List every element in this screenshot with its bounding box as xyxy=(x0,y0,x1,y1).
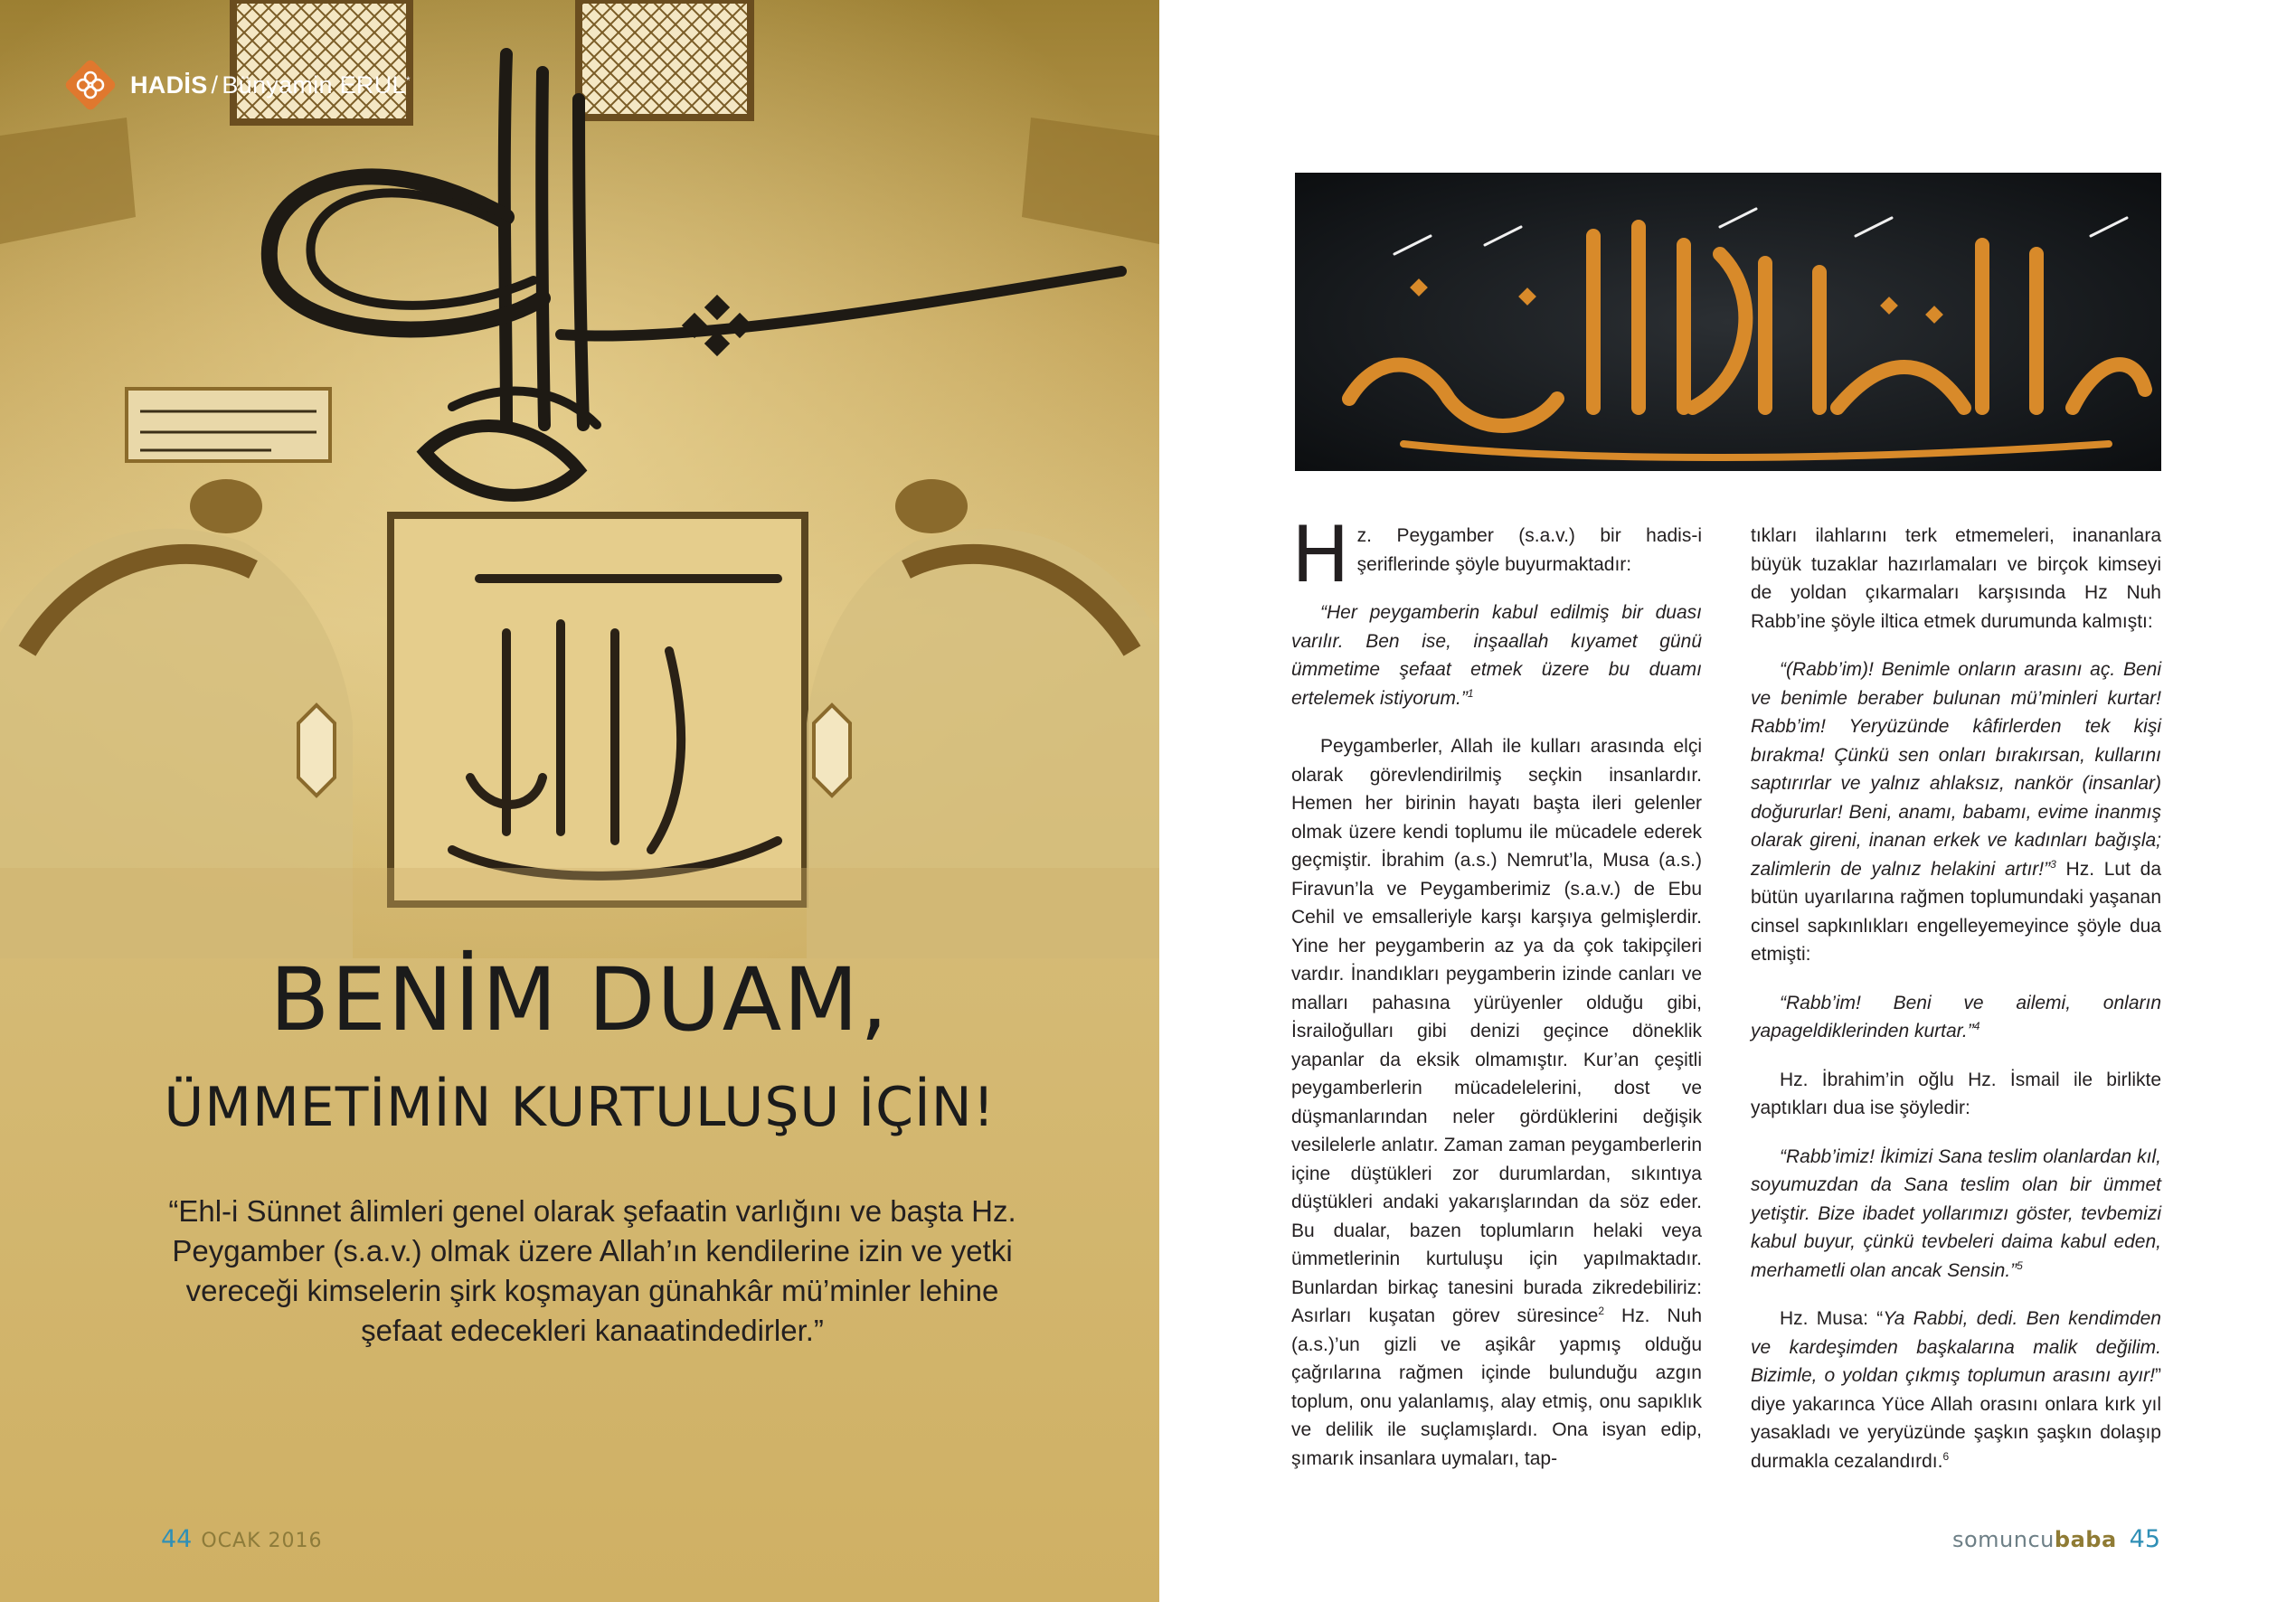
calligraphy-banner-art xyxy=(1295,173,2161,471)
issue-date: OCAK 2016 xyxy=(201,1530,323,1552)
paragraph-ibrahim: Hz. İbrahim’in oğlu Hz. İsmail ile birlikte yaptıkları dua ise şöyledir: xyxy=(1751,1069,2161,1118)
paragraph-musa-text-a: Hz. Musa: “ xyxy=(1780,1308,1884,1329)
mosque-calligraphy-photo xyxy=(0,0,1159,958)
drop-cap: H xyxy=(1291,510,1350,600)
section-name: HADİS xyxy=(130,71,208,99)
quote-nuh-text: “(Rabb’im)! Benimle onların arasını aç. Beni ve benimle beraber bulunan mü’minleri kurtar! Rabb’im! Yeryüzünde kâfirlerden tek kişi bırakma! Çünkü sen onları bırakırsan, kullarını saptırırlar ve yalnız ahlaksız, nankör (insanlar) doğururlar! Beni, anamı, babamı, evime inanmış olarak gireni, inanan erkek ve kadınları bağışla; zalimlerin de yalnız helakini artır!” xyxy=(1751,659,2161,880)
section-tag xyxy=(63,58,411,112)
paragraph-prophets-text-a: Peygamberler, Allah ile kulları arasında elçi olarak görevlendirilmiş seçkin insanlardır. Hemen her birinin hayatı başta ileri gelenler olmak üzere kendi toplumu ile mücadele ederek geçmiştir. İbrahim (a.s.) Nemrut’la, Musa (a.s.) Firavun’la ve Peygamberimiz (s.a.v.) de Ebu Cehil ve emsalleriyle karşı karşıya gelmişlerdir. Yine her peygamberin az ya da çok takipçileri vardır. İnandıkları peygamberin izinde canları ve malları pahasına yürüyenler olduğu gibi, İsrailoğulları gibi denizi geçince döneklik yapanlar da eksik olmamıştır. Kur’an çeşitli peygamberlerin mücadelelerini, dost ve düşmanlarından neler gördüklerini değişik vesilelerle anlatır. Zaman zaman peygamberlerin içine düştükleri zor durumlardan, sıkıntıya düştükleri andaki yakarışlarından da söz eder. Bu dualar, bazen toplumların helaki veya ümmetlerinin kurtuluşu için yapılmaktadır. Bunlardan birkaç tanesini burada zikredebiliriz: Asırları kuşatan görev süresince xyxy=(1291,736,1702,1326)
pull-quote: “Ehl-i Sünnet âlimleri genel olarak şefaatin varlığını ve başta Hz. Peygamber (s.a.v.) olmak üzere Allah’ın kendilerine izin ve yetki vereceği kimselerin şirk koşmayan günahkâr mü’minler lehine şefaat edecekleri kanaatindedirler.” xyxy=(168,1194,1016,1347)
quote-lut-text: “Rabb’im! Beni ve ailemi, onların yapageldiklerinden kurtar.” xyxy=(1751,992,2161,1041)
paragraph-lut-text: Hz. Lut da bütün uyarılarına rağmen toplumundaki yaşanan cinsel sapkınlıkları engelleyemeyince şöyle dua etmişti: xyxy=(1751,858,2161,965)
quote-lut xyxy=(1751,989,2161,1046)
page-folio-left xyxy=(161,1525,323,1553)
paragraph-prophets xyxy=(1291,732,1702,1473)
diamond-ornament-icon xyxy=(63,58,118,112)
quote-musa-text: Ya Rabbi, dedi. Ben kendimden ve kardeşimden başkalarına malik değilim. Bizimle, o yoldan çıkmış toplumun arasını ayır! xyxy=(1751,1308,2161,1386)
article-body xyxy=(1291,510,2163,1480)
paragraph-prophets-text-b: Hz. Nuh (a.s.)’un gizli ve aşikâr yapmış olduğu çağrılarına rağmen içinde bulunduğu azgın toplum, onu yalanlamış, alay etmiş, onu sapıklık ve delilik ile suçlamışlardı. Ona isyan edip, şımarık insanlara uymaları, tap- xyxy=(1291,1305,1702,1469)
paragraph-intro xyxy=(1291,510,1702,600)
article-column-2 xyxy=(1751,522,2161,1495)
quote-ibrahim xyxy=(1751,1143,2161,1286)
author-footnote-mark: * xyxy=(405,73,411,87)
footnote-ref-1: 1 xyxy=(1467,686,1474,700)
article-column-1 xyxy=(1291,510,1702,1493)
hadith-quote xyxy=(1291,598,1702,712)
page-number-right: 45 xyxy=(2129,1525,2160,1553)
footnote-ref-4: 4 xyxy=(1973,1020,1980,1032)
paragraph-musa-text-b: ” diye yakarınca Yüce Allah orasını onlara kırk yıl yasakladı ve yeryüzünde şaşkın şaşkın dolaşıp durmakla cezalandırdı. xyxy=(1751,1365,2161,1472)
page-number-left: 44 xyxy=(161,1525,193,1553)
page-folio-right xyxy=(1952,1525,2160,1553)
footnote-ref-2: 2 xyxy=(1598,1305,1605,1317)
brand-suffix: baba xyxy=(2054,1527,2117,1552)
intro-text: z. Peygamber (s.a.v.) bir hadis-i şeriflerinde şöyle buyurmaktadır: xyxy=(1356,525,1702,575)
section-separator: / xyxy=(211,71,219,99)
quote-ibrahim-text: “Rabb’imiz! İkimizi Sana teslim olanlardan kıl, soyumuzdan da Sana teslim olan bir ümmet yetiştir. Bize ibadet yollarımızı göster, tevbemizi kabul buyur, çünkü tevbeleri daima kabul eden, merhametli olan ancak Sensin.” xyxy=(1751,1145,2161,1281)
footnote-ref-5: 5 xyxy=(2017,1258,2023,1272)
paragraph-nuh: tıkları ilahlarını terk etmemeleri, inananlara büyük tuzaklar hazırlamaları ve birçok kimseyi de yoldan çıkarmaları karşısında Hz Nuh Rabb’ine şöyle iltica etmek durumunda kalmıştı: xyxy=(1751,525,2161,632)
quote-nuh xyxy=(1751,655,2161,969)
author-name: Bünyamin ERUL xyxy=(222,71,406,99)
footnote-ref-3: 3 xyxy=(2050,857,2056,871)
section-label xyxy=(130,71,411,99)
headline-main: BENİM DUAM, xyxy=(269,949,890,1051)
headline-sub: ÜMMETİMİN KURTULUŞU İÇİN! xyxy=(164,1076,996,1139)
hadith-quote-text: “Her peygamberin kabul edilmiş bir duası varılır. Ben ise, inşaallah kıyamet günü ümmetime şefaat etmek üzere bu duamı ertelemek istiyorum.” xyxy=(1291,602,1702,709)
calligraphy-banner xyxy=(1295,173,2161,471)
brand-prefix: somuncu xyxy=(1951,1527,2055,1552)
paragraph-musa xyxy=(1751,1305,2161,1475)
footnote-ref-6: 6 xyxy=(1942,1449,1950,1463)
magazine-brand xyxy=(1952,1527,2117,1552)
